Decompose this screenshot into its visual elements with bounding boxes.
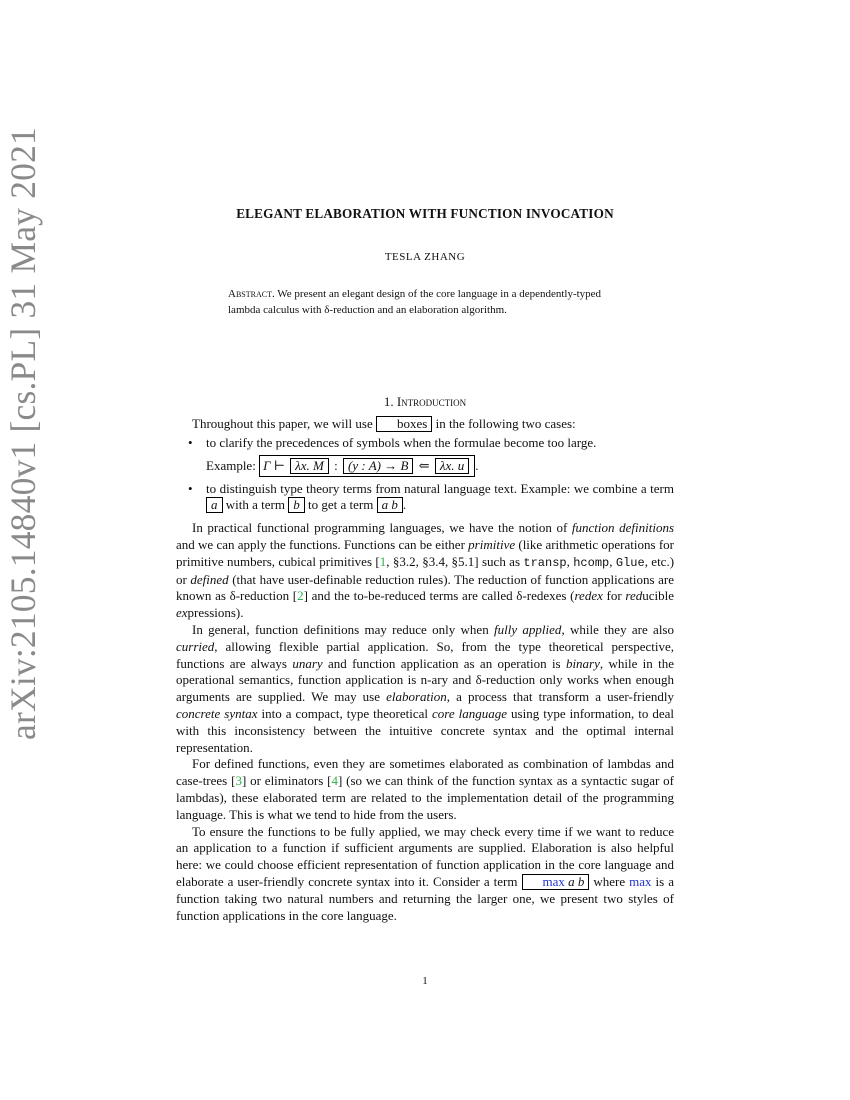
section-heading bbox=[0, 394, 850, 410]
p2-text: into a compact, type theoretical bbox=[257, 705, 433, 721]
list-item bbox=[206, 481, 674, 515]
p2-em-elaboration: elaboration bbox=[386, 689, 447, 705]
lambda-term2: λx. u bbox=[439, 457, 465, 473]
pi-type: (y : A) → B bbox=[348, 457, 409, 473]
abstract-label: Abstract. bbox=[228, 288, 275, 300]
p1-em-function-definitions: function definitions bbox=[571, 520, 674, 536]
p3-text: ] (so we can think of the function syntax as a syntactic sugar of lambdas), these elaborated term are related to the implementation detail of the programming language. This is what we tend to hide from the users. bbox=[176, 773, 675, 822]
paragraph-full-application bbox=[176, 824, 674, 925]
bullet2-text-a: to distinguish type theory terms from natural language text. Example: we combine a term bbox=[206, 480, 674, 496]
arxiv-identifier: arXiv:2105.14840v1 [cs.PL] 31 May 2021 bbox=[3, 126, 43, 740]
citation-link-1[interactable]: 1 bbox=[379, 553, 387, 569]
abstract bbox=[228, 287, 628, 318]
p1-text: for bbox=[602, 588, 626, 604]
p2-em-concrete-syntax: concrete syntax bbox=[176, 705, 258, 721]
p2-em-core-language: core language bbox=[432, 705, 508, 721]
term-a: a bbox=[211, 497, 218, 513]
p1-em-primitive: primitive bbox=[468, 536, 516, 552]
term-ab: a b bbox=[381, 497, 398, 513]
abstract-text: We present an elegant design of the core language in a dependently-typed lambda calculus with δ-reduction and an elaboration algorithm. bbox=[228, 288, 602, 316]
term-ab-box bbox=[377, 497, 403, 513]
p2-em-unary: unary bbox=[292, 655, 323, 671]
citation-link-3[interactable]: 3 bbox=[235, 773, 242, 789]
p1-text: , bbox=[566, 553, 574, 569]
p4-text: To ensure the functions to be fully applied, we may check every time if we want to reduce an application to a function if sufficient arguments are supplied. Elaboration is also helpful here: we could choose efficient representation of function application in the core language and elaborate a user-friendly concrete syntax into it. Consider a term bbox=[176, 823, 674, 889]
p3-text: ] or eliminators [ bbox=[241, 773, 332, 789]
max-term-box bbox=[522, 874, 590, 890]
colon-symbol: : bbox=[334, 457, 338, 473]
p2-text: , allowing flexible partial application. So, from the type theoretical perspective, functions are always bbox=[176, 638, 674, 671]
term-a-box bbox=[206, 497, 223, 513]
p2-text: , a process that transform a user-friendly bbox=[446, 689, 674, 705]
intro-bullet-list bbox=[176, 435, 674, 514]
p1-em-ex: ex bbox=[176, 605, 188, 621]
p1-text: ] and the to-be-reduced terms are called δ-redexes ( bbox=[303, 588, 575, 604]
p4-text: where bbox=[589, 873, 630, 889]
p2-em-binary: binary bbox=[565, 655, 600, 671]
p4-text: is a function taking two natural numbers and returning the larger one, we present two styles of function applications in the core language. bbox=[176, 873, 674, 923]
paragraph-defined-functions bbox=[176, 756, 674, 823]
p2-text: In general, function definitions may reduce only when bbox=[192, 621, 495, 637]
example-formula bbox=[206, 455, 674, 477]
term-b-box bbox=[288, 497, 305, 513]
bullet2-text-b: with a term bbox=[225, 497, 285, 513]
max-link-2[interactable]: max bbox=[629, 873, 652, 889]
p1-text: , etc.) or bbox=[176, 553, 675, 587]
check-arrow: ⇐ bbox=[418, 457, 430, 473]
intro-lead-text-end: in the following two cases: bbox=[435, 416, 576, 431]
boxes-term-box: boxes bbox=[376, 416, 432, 432]
p2-text: , while they are also bbox=[561, 621, 674, 637]
code-glue: Glue bbox=[615, 555, 645, 570]
citation-link-4[interactable]: 4 bbox=[331, 773, 338, 789]
paragraph-function-definitions bbox=[176, 520, 674, 622]
bullet1-text: to clarify the precedences of symbols when the formulae become too large. bbox=[206, 434, 597, 450]
bullet2-text-c: to get a term bbox=[307, 497, 374, 513]
example-label: Example: bbox=[206, 457, 256, 473]
section-number: 1. bbox=[383, 394, 394, 409]
paragraph-currying bbox=[176, 622, 674, 756]
lambda-term2-box bbox=[435, 458, 469, 474]
p2-em-curried: curried bbox=[176, 638, 215, 654]
p1-text: and we can apply the functions. Functions can be either bbox=[176, 536, 469, 552]
typing-judgment-box bbox=[259, 455, 475, 477]
p2-text: using type information, to deal with this inconsistency between the intuitive concrete syntax and the optimal internal representation. bbox=[176, 705, 675, 755]
example-period: . bbox=[475, 457, 479, 473]
p1-em-red: red bbox=[625, 588, 643, 604]
paper-body bbox=[176, 416, 674, 924]
section-title: Introduction bbox=[396, 394, 467, 409]
context-gamma: Γ ⊢ bbox=[263, 457, 285, 473]
max-args: a b bbox=[568, 873, 585, 889]
pi-type-box bbox=[343, 458, 413, 474]
lambda-term-box bbox=[290, 458, 329, 474]
p1-text: (like arithmetic operations for primitive numbers, cubical primitives [ bbox=[176, 536, 674, 569]
intro-lead bbox=[176, 416, 674, 433]
p3-text: For defined functions, even they are sometimes elaborated as combination of lambdas and case-trees [ bbox=[176, 756, 674, 789]
p1-text: ucible bbox=[642, 588, 674, 604]
citation-link-2[interactable]: 2 bbox=[297, 588, 304, 604]
page-number: 1 bbox=[422, 975, 428, 987]
list-item bbox=[206, 435, 674, 477]
p1-text: pressions). bbox=[187, 605, 244, 621]
term-b: b bbox=[293, 497, 300, 513]
bullet2-period: . bbox=[402, 497, 407, 513]
paper-title: ELEGANT ELABORATION WITH FUNCTION INVOCATION bbox=[236, 206, 614, 221]
code-transp: transp bbox=[523, 555, 567, 570]
p1-text: (that have user-definable reduction rules). The reduction of function applications are known as δ-reduction [ bbox=[176, 571, 674, 604]
paper-author: TESLA ZHANG bbox=[384, 251, 466, 263]
p2-text: , while in the operational semantics, function application is n-ary and δ-reduction only works when enough arguments are supplied. We may use bbox=[176, 655, 674, 705]
intro-lead-text: Throughout this paper, we will use bbox=[192, 416, 373, 431]
p1-em-defined: defined bbox=[190, 571, 229, 587]
p2-em-fully-applied: fully applied bbox=[494, 621, 562, 637]
p1-text: , bbox=[609, 553, 616, 569]
lambda-term: λx. M bbox=[295, 457, 324, 473]
code-hcomp: hcomp bbox=[573, 555, 610, 570]
p1-text: , §3.2, §3.4, §5.1] such as bbox=[386, 553, 524, 569]
p2-text: and function application as an operation is bbox=[322, 655, 566, 671]
p1-text: In practical functional programming languages, we have the notion of bbox=[192, 520, 572, 536]
max-link[interactable]: max bbox=[542, 873, 565, 889]
p1-em-redex: redex bbox=[574, 588, 603, 604]
